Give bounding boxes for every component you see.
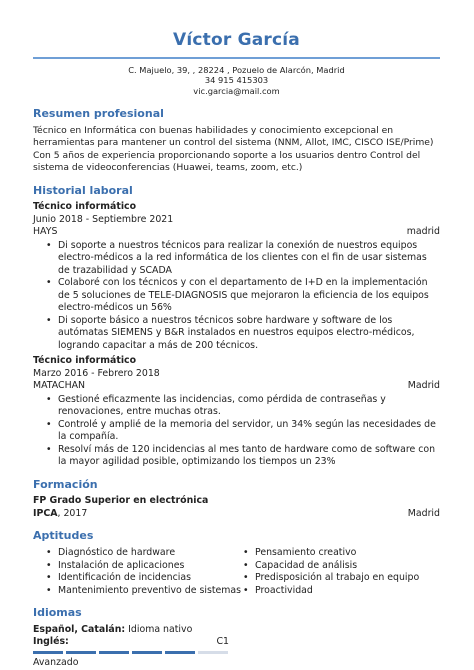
language-level-segment: [99, 651, 129, 654]
language-level-bar: [33, 651, 229, 654]
skills-column-left: [46, 547, 243, 597]
language-native: [33, 624, 440, 637]
language-level-segment: [66, 651, 96, 654]
education-degree: FP Grado Superior en electrónica: [33, 495, 209, 507]
contact-block: [33, 65, 440, 97]
education-location: Madrid: [407, 507, 440, 519]
education-school-group: [33, 508, 87, 521]
language-native-label: Español, Catalán:: [33, 623, 126, 635]
contact-address: C. Majuelo, 39, , 28224 , Pozuelo de Alarcón, Madrid: [128, 64, 345, 75]
experience-heading: Historial laboral: [33, 183, 133, 197]
job-bullet: • Resolví más de 120 incidencias al mes tanto de hardware como de software con la mayor agilidad posible, optimizando los tiempos un 23%: [46, 444, 440, 469]
contact-phone: 34 915 415303: [204, 75, 269, 86]
job-company: MATACHAN: [33, 380, 86, 392]
name-divider: [33, 57, 440, 59]
language-level-segment: [165, 651, 195, 654]
summary-heading: Resumen profesional: [33, 106, 164, 120]
skill-item: • Pensamiento creativo: [243, 547, 440, 560]
job-entry: [33, 355, 440, 469]
skills-list: [46, 547, 440, 597]
language-level-segment: [198, 651, 228, 654]
job-bullet: • Controlé y amplié de la memoria del servidor, un 34% según las necesidades de la compañía.: [46, 419, 440, 444]
language-level-segment: [33, 651, 63, 654]
job-dates: Junio 2018 - Septiembre 2021: [33, 213, 174, 225]
language-second: [33, 636, 229, 669]
job-bullets: [46, 240, 440, 353]
skill-item: • Diagnóstico de hardware: [46, 547, 243, 560]
education-year: , 2017: [57, 507, 88, 519]
skill-item: • Predisposición al trabajo en equipo: [243, 572, 440, 585]
language-native-level: Idioma nativo: [128, 623, 193, 635]
job-bullets: [46, 394, 440, 469]
education-school: IPCA: [33, 507, 58, 519]
job-title: Técnico informático: [33, 355, 137, 367]
skill-item: • Identificación de incidencias: [46, 572, 243, 585]
skill-item: • Instalación de aplicaciones: [46, 560, 243, 573]
skill-item: • Mantenimiento preventivo de sistemas: [46, 585, 243, 598]
skills-column-right: [243, 547, 440, 597]
job-company: HAYS: [33, 226, 58, 238]
job-bullet: • Colaboré con los técnicos y con el departamento de I+D en la implementación de 5 soluciones de TELE-DIAGNOSIS que mejoraron la eficiencia de los equipos electro-médicos un 56%: [46, 277, 440, 315]
summary-text: Técnico en Informática con buenas habilidades y conocimiento excepcional en herramientas para mantener un control del sistema (NNM, Allot, IMC, CISCO ISE/Prime) Con 5 años de experiencia proporcionando soporte a los usuarios dentro Control del sistema de videoconferencias (Huawei, teams, zoom, etc.): [33, 124, 434, 174]
job-company-row: [33, 226, 440, 239]
job-dates: Marzo 2016 - Febrero 2018: [33, 367, 160, 379]
education-heading: Formación: [33, 477, 98, 491]
job-bullet: • Gestioné eficazmente las incidencias, como pérdida de contraseñas y renovaciones, entre muchas otras.: [46, 394, 440, 419]
contact-email[interactable]: vic.garcia@mail.com: [193, 86, 280, 97]
language-second-row: [33, 636, 229, 649]
job-company-row: [33, 380, 440, 393]
education-school-row: [33, 508, 440, 521]
language-second-code: C1: [216, 636, 229, 648]
language-second-level: Avanzado: [33, 656, 79, 668]
language-second-label: Inglés:: [33, 636, 69, 648]
candidate-name: Víctor García: [173, 30, 300, 50]
job-location: madrid: [406, 226, 440, 238]
languages-heading: Idiomas: [33, 606, 82, 620]
job-bullet: • Di soporte a nuestros técnicos para realizar la conexión de nuestros equipos electro-médicos a la red informática de los clientes con el fin de usar sistemas de trazabilidad y SCADA: [46, 240, 440, 278]
skill-item: • Proactividad: [243, 585, 440, 598]
skill-item: • Capacidad de análisis: [243, 560, 440, 573]
job-entry: [33, 201, 440, 352]
job-location: Madrid: [407, 380, 440, 392]
job-bullet: • Di soporte básico a nuestros técnicos sobre hardware y software de los autómatas SIEMENS y B&R instalados en nuestros equipos electro-médicos, logrando capacitar a más de 200 técnicos.: [46, 315, 440, 353]
job-title: Técnico informático: [33, 201, 137, 213]
skills-heading: Aptitudes: [33, 529, 94, 543]
language-level-segment: [132, 651, 162, 654]
